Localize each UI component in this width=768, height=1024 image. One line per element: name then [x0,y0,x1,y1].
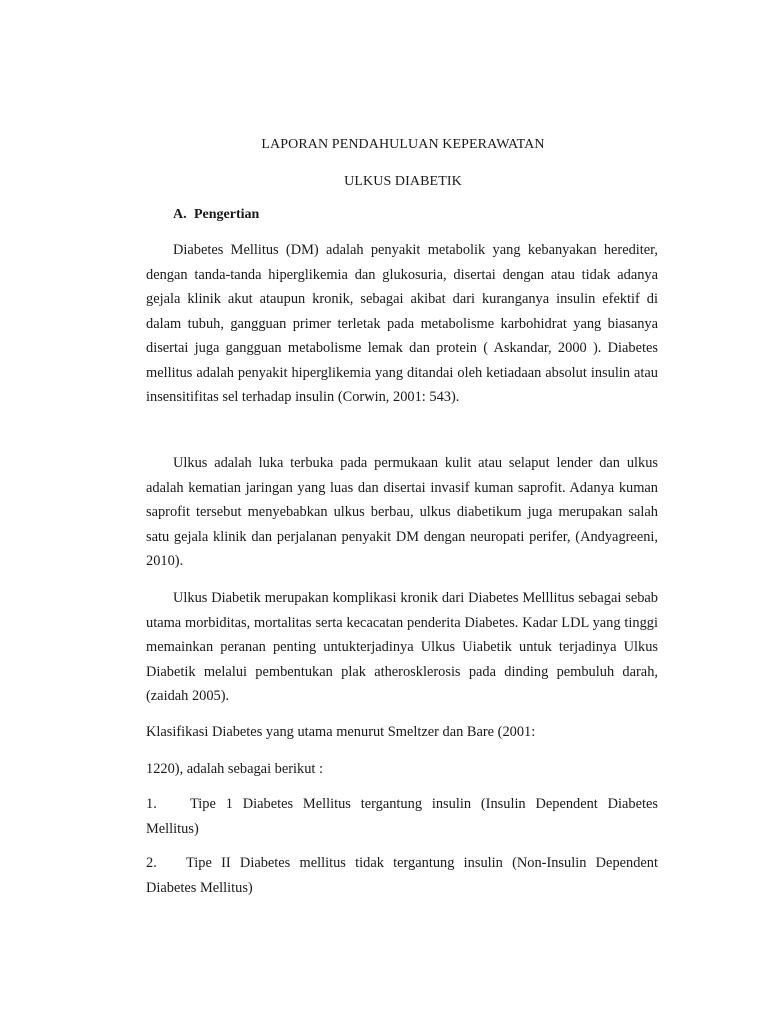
classification-intro-line-1: Klasifikasi Diabetes yang utama menurut Smeltzer dan Bare (2001: [146,724,536,740]
section-title: Pengertian [194,207,260,222]
list-item-text: Tipe II Diabetes mellitus tidak tergantung insulin (Non-Insulin Dependent Diabetes Mellitus) [146,855,658,896]
document-subtitle: ULKUS DIABETIK [344,174,462,189]
paragraph-ulkus-diabetik: Ulkus Diabetik merupakan komplikasi kronik dari Diabetes Melllitus sebagai sebab utama morbiditas, mortalitas serta kecacatan penderita Diabetes. Kadar LDL yang tinggi memainkan peranan penting untukterjadinya Ulkus Uiabetik untuk terjadinya Ulkus Diabetik melalui pembentukan plak atherosklerosis pada dinding pembuluh darah, (zaidah 2005). [146,590,658,704]
section-heading [173,207,259,223]
paragraph-definition-dm: Diabetes Mellitus (DM) adalah penyakit metabolik yang kebanyakan herediter, dengan tanda-tanda hiperglikemia dan glukosuria, disertai dengan atau tidak adanya gejala klinik akut ataupun kronik, sebagai akibat dari kuranganya insulin efektif di dalam tubuh, gangguan primer terletak pada metabolisme karbohidrat yang biasanya disertai juga gangguan metabolisme lemak dan protein ( Askandar, 2000 ). Diabetes mellitus adalah penyakit hiperglikemia yang ditandai oleh ketiadaan absolut insulin atau insensitifitas sel terhadap insulin (Corwin, 2001: 543). [146,242,658,405]
list-item-number: 2. [146,855,157,871]
list-item [146,851,658,900]
document-title: LAPORAN PENDAHULUAN KEPERAWATAN [261,137,545,152]
paragraph-definition-ulkus: Ulkus adalah luka terbuka pada permukaan kulit atau selaput lender dan ulkus adalah kematian jaringan yang luas dan disertai invasif kuman saprofit. Adanya kuman saprofit tersebut menyebabkan ulkus berbau, ulkus diabetikum juga merupakan salah satu gejala klinik dan perjalanan penyakit DM dengan neuropati perifer, (Andyagreeni, 2010). [146,455,658,569]
classification-intro-line-2: 1220), adalah sebagai berikut : [146,761,324,777]
list-item-number: 1. [146,796,157,812]
list-item [146,792,658,841]
section-number: A. [173,207,187,222]
list-item-text: Tipe 1 Diabetes Mellitus tergantung insulin (Insulin Dependent Diabetes Mellitus) [146,796,658,837]
